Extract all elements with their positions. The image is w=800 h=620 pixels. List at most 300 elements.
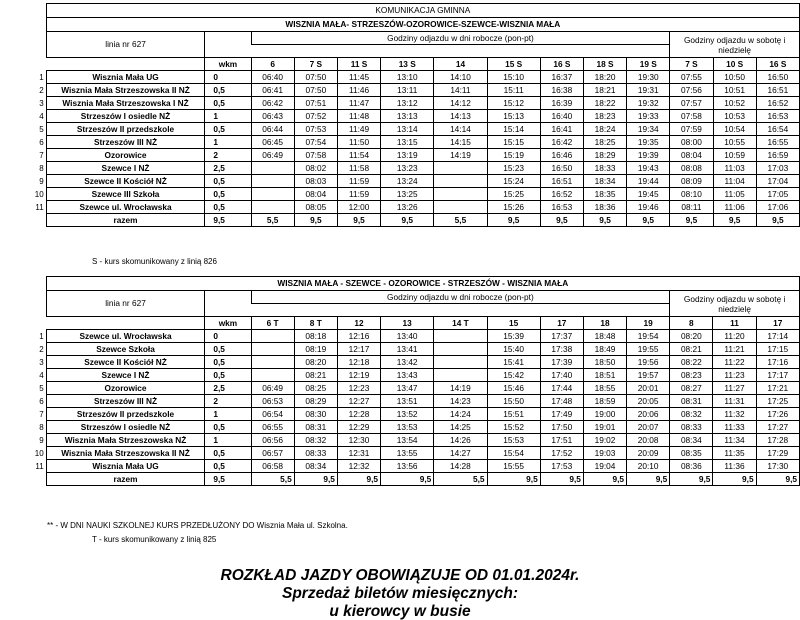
departure-time: 17:40 — [540, 369, 583, 382]
table-row — [0, 356, 800, 369]
departure-time: 07:53 — [294, 123, 337, 136]
departure-time: 17:53 — [540, 460, 583, 473]
note-t: T - kurs skomunikowany z linią 825 — [92, 535, 217, 544]
departure-time: 13:19 — [381, 149, 434, 162]
departure-time: 15:14 — [487, 123, 540, 136]
departure-time — [251, 162, 294, 175]
departure-time: 15:10 — [487, 71, 540, 84]
departure-time — [251, 201, 294, 214]
total-label: razem — [46, 214, 205, 227]
weekend-time: 07:56 — [670, 84, 713, 97]
total-value: 5,5 — [251, 473, 294, 486]
total-weekend-value: 9,5 — [756, 214, 799, 227]
departure-time: 15:53 — [487, 434, 540, 447]
wkm-value: 0,5 — [205, 460, 251, 473]
departure-time: 16:46 — [540, 149, 583, 162]
departure-time: 06:49 — [251, 149, 294, 162]
departure-time: 15:52 — [487, 421, 540, 434]
departure-time: 11:46 — [337, 84, 380, 97]
total-value: 9,5 — [583, 214, 626, 227]
departure-time: 18:48 — [583, 330, 626, 343]
departure-time: 11:49 — [337, 123, 380, 136]
departure-time: 07:50 — [294, 84, 337, 97]
departure-time: 12:28 — [337, 408, 380, 421]
table-row — [0, 369, 800, 382]
weekend-time: 10:51 — [713, 84, 756, 97]
weekend-time: 11:06 — [713, 201, 756, 214]
departure-time: 19:57 — [627, 369, 670, 382]
departure-time: 15:24 — [487, 175, 540, 188]
departure-time: 12:30 — [337, 434, 380, 447]
row-number: 10 — [34, 189, 44, 199]
departure-time: 07:50 — [294, 71, 337, 84]
departure-time: 08:31 — [294, 421, 337, 434]
departure-time: 13:40 — [381, 330, 434, 343]
weekday-col-header: 15 S — [487, 58, 540, 71]
departure-time: 13:52 — [381, 408, 434, 421]
departure-time: 12:32 — [337, 460, 380, 473]
departure-time: 13:25 — [381, 188, 434, 201]
departure-time: 08:33 — [294, 447, 337, 460]
departure-time: 14:11 — [434, 84, 487, 97]
departure-time: 16:41 — [540, 123, 583, 136]
stop-name: Wisznia Mała Strzeszowska II NŻ — [46, 84, 205, 97]
departure-time: 14:26 — [434, 434, 487, 447]
departure-time: 19:45 — [627, 188, 670, 201]
departure-time: 13:43 — [381, 369, 434, 382]
departure-time: 15:39 — [487, 330, 540, 343]
total-label: razem — [46, 473, 205, 486]
weekend-time: 07:59 — [670, 123, 713, 136]
departure-time — [434, 330, 487, 343]
wkm-value: 0,5 — [205, 84, 251, 97]
departure-time: 16:50 — [540, 162, 583, 175]
departure-time: 08:02 — [294, 162, 337, 175]
departure-time: 15:51 — [487, 408, 540, 421]
weekday-col-header: 6 — [251, 58, 294, 71]
departure-time: 13:56 — [381, 460, 434, 473]
total-value: 9,5 — [627, 473, 670, 486]
departure-time: 19:43 — [627, 162, 670, 175]
row-number: 8 — [39, 422, 44, 432]
total-value: 9,5 — [381, 473, 434, 486]
weekday-col-header: 18 S — [583, 58, 626, 71]
weekend-time: 08:33 — [670, 421, 713, 434]
departure-time: 17:39 — [540, 356, 583, 369]
departure-time: 15:42 — [487, 369, 540, 382]
departure-time: 16:42 — [540, 136, 583, 149]
weekend-time: 17:04 — [756, 175, 799, 188]
total-value: 9,5 — [381, 214, 434, 227]
weekday-col-header: 7 S — [294, 58, 337, 71]
wkm-value: 1 — [205, 110, 251, 123]
table-row — [0, 162, 800, 175]
departure-time: 06:57 — [251, 447, 294, 460]
departure-time: 08:03 — [294, 175, 337, 188]
departure-time: 11:45 — [337, 71, 380, 84]
total-value: 9,5 — [294, 473, 337, 486]
departure-time: 18:49 — [583, 343, 626, 356]
stop-name: Ozorowice — [46, 149, 205, 162]
departure-time: 13:13 — [381, 110, 434, 123]
departure-time: 20:07 — [627, 421, 670, 434]
weekend-time: 11:33 — [713, 421, 756, 434]
total-value: 5,5 — [434, 473, 487, 486]
departure-time: 08:29 — [294, 395, 337, 408]
departure-time: 08:04 — [294, 188, 337, 201]
departure-time: 13:41 — [381, 343, 434, 356]
departure-time: 11:59 — [337, 175, 380, 188]
total-wkm: 9,5 — [205, 214, 251, 227]
table-row — [0, 123, 800, 136]
wkm-value: 0,5 — [205, 369, 251, 382]
wkm-value: 0,5 — [205, 97, 251, 110]
departure-time: 18:23 — [583, 110, 626, 123]
weekend-caption: Godziny odjazdu w sobotę i niedzielę — [670, 32, 800, 58]
total-value: 9,5 — [487, 214, 540, 227]
departure-time: 18:50 — [583, 356, 626, 369]
weekend-time: 07:57 — [670, 97, 713, 110]
departure-time: 18:21 — [583, 84, 626, 97]
departure-time: 06:56 — [251, 434, 294, 447]
weekend-col-header: 16 S — [756, 58, 799, 71]
departure-time — [434, 369, 487, 382]
wkm-value: 0,5 — [205, 447, 251, 460]
departure-time: 18:34 — [583, 175, 626, 188]
table-row — [0, 434, 800, 447]
weekend-time: 17:28 — [756, 434, 799, 447]
total-value: 9,5 — [294, 214, 337, 227]
row-number: 3 — [39, 357, 44, 367]
departure-time: 13:24 — [381, 175, 434, 188]
departure-time: 13:23 — [381, 162, 434, 175]
weekend-time: 11:32 — [713, 408, 756, 421]
departure-time: 11:50 — [337, 136, 380, 149]
note-school: ** - W DNI NAUKI SZKOLNEJ KURS PRZEDŁUŻONY DO Wisznia Mała ul. Szkolna. — [47, 521, 348, 530]
wkm-value: 0,5 — [205, 175, 251, 188]
departure-time: 19:56 — [627, 356, 670, 369]
row-number: 7 — [39, 409, 44, 419]
departure-time: 20:08 — [627, 434, 670, 447]
departure-time: 11:58 — [337, 162, 380, 175]
timetable-return — [0, 276, 800, 486]
weekend-time: 08:31 — [670, 395, 713, 408]
table-row — [0, 421, 800, 434]
departure-time: 08:30 — [294, 408, 337, 421]
stop-name: Szewce II Kościół NŻ — [46, 356, 205, 369]
weekend-time: 08:34 — [670, 434, 713, 447]
weekend-time: 17:25 — [756, 395, 799, 408]
weekday-col-header: 17 — [540, 317, 583, 330]
row-number: 2 — [39, 85, 44, 95]
departure-time: 18:35 — [583, 188, 626, 201]
weekend-time: 17:03 — [756, 162, 799, 175]
wkm-value: 2 — [205, 149, 251, 162]
validity-heading: ROZKŁAD JAZDY OBOWIĄZUJE OD 01.01.2024r. — [220, 567, 580, 584]
weekend-time: 17:16 — [756, 356, 799, 369]
total-value: 9,5 — [540, 214, 583, 227]
weekend-time: 11:31 — [713, 395, 756, 408]
departure-time: 06:45 — [251, 136, 294, 149]
departure-time: 20:09 — [627, 447, 670, 460]
departure-time: 19:33 — [627, 110, 670, 123]
row-number: 4 — [39, 370, 44, 380]
stop-name: Wisznia Mała Strzeszowska II NŻ — [46, 447, 205, 460]
row-number: 6 — [39, 396, 44, 406]
departure-time: 12:27 — [337, 395, 380, 408]
weekend-time: 08:32 — [670, 408, 713, 421]
weekend-time: 17:05 — [756, 188, 799, 201]
table-row — [0, 201, 800, 214]
departure-time — [434, 343, 487, 356]
departure-time — [251, 343, 294, 356]
note-s: S - kurs skomunikowany z linią 826 — [92, 257, 217, 266]
stop-name: Szewce Szkoła — [46, 343, 205, 356]
weekend-time: 17:26 — [756, 408, 799, 421]
weekend-time: 08:10 — [670, 188, 713, 201]
weekday-caption: Godziny odjazdu w dni robocze (pon-pt) — [251, 32, 670, 45]
departure-time: 12:29 — [337, 421, 380, 434]
weekday-col-header: 15 — [487, 317, 540, 330]
departure-time: 16:53 — [540, 201, 583, 214]
wkm-value: 1 — [205, 408, 251, 421]
stop-name: Ozorowice — [46, 382, 205, 395]
wkm-value: 0,5 — [205, 201, 251, 214]
table-row — [0, 408, 800, 421]
total-value: 9,5 — [583, 473, 626, 486]
departure-time: 18:22 — [583, 97, 626, 110]
weekend-time: 16:52 — [756, 97, 799, 110]
weekend-col-header: 8 — [670, 317, 713, 330]
departure-time: 19:54 — [627, 330, 670, 343]
table-row — [0, 110, 800, 123]
departure-time: 13:55 — [381, 447, 434, 460]
departure-time: 11:59 — [337, 188, 380, 201]
weekend-time: 16:51 — [756, 84, 799, 97]
departure-time: 18:25 — [583, 136, 626, 149]
departure-time: 16:37 — [540, 71, 583, 84]
total-weekend-value: 9,5 — [713, 473, 756, 486]
departure-time: 20:10 — [627, 460, 670, 473]
total-weekend-value: 9,5 — [670, 473, 713, 486]
weekend-col-header: 10 S — [713, 58, 756, 71]
wkm-value: 1 — [205, 136, 251, 149]
departure-time: 19:46 — [627, 201, 670, 214]
wkm-value: 0,5 — [205, 356, 251, 369]
line-label: linia nr 627 — [46, 291, 205, 317]
departure-time — [251, 175, 294, 188]
weekday-col-header: 18 — [583, 317, 626, 330]
departure-time: 13:12 — [381, 97, 434, 110]
weekend-col-header: 11 — [713, 317, 756, 330]
stop-name: Strzeszów I osiedle NŻ — [46, 421, 205, 434]
departure-time: 16:38 — [540, 84, 583, 97]
departure-time: 08:05 — [294, 201, 337, 214]
weekend-time: 17:06 — [756, 201, 799, 214]
total-value: 9,5 — [627, 214, 670, 227]
weekend-time: 08:22 — [670, 356, 713, 369]
weekend-time: 08:08 — [670, 162, 713, 175]
total-row — [0, 473, 800, 486]
departure-time: 12:16 — [337, 330, 380, 343]
departure-time: 17:38 — [540, 343, 583, 356]
wkm-value: 0,5 — [205, 343, 251, 356]
departure-time: 18:24 — [583, 123, 626, 136]
departure-time: 14:19 — [434, 382, 487, 395]
departure-time: 13:11 — [381, 84, 434, 97]
departure-time: 13:15 — [381, 136, 434, 149]
row-number: 8 — [39, 163, 44, 173]
departure-time — [434, 201, 487, 214]
wkm-value: 0,5 — [205, 421, 251, 434]
weekend-time: 11:04 — [713, 175, 756, 188]
stop-name: Szewce I NŻ — [46, 369, 205, 382]
stop-name: Strzeszów II przedszkole — [46, 408, 205, 421]
stop-name: Szewce ul. Wrocławska — [46, 330, 205, 343]
stop-name: Szewce ul. Wrocławska — [46, 201, 205, 214]
departure-time: 14:19 — [434, 149, 487, 162]
departure-time: 08:20 — [294, 356, 337, 369]
departure-time: 08:21 — [294, 369, 337, 382]
departure-time: 20:05 — [627, 395, 670, 408]
weekend-time: 11:05 — [713, 188, 756, 201]
departure-time: 15:41 — [487, 356, 540, 369]
departure-time: 14:27 — [434, 447, 487, 460]
departure-time: 12:23 — [337, 382, 380, 395]
weekday-col-header: 14 T — [434, 317, 487, 330]
departure-time: 07:52 — [294, 110, 337, 123]
weekend-time: 16:59 — [756, 149, 799, 162]
org-title: KOMUNIKACJA GMINNA — [46, 4, 799, 18]
weekend-caption: Godziny odjazdu w sobotę i niedzielę — [670, 291, 800, 317]
weekend-time: 08:09 — [670, 175, 713, 188]
weekend-time: 17:15 — [756, 343, 799, 356]
weekend-time: 17:17 — [756, 369, 799, 382]
weekday-col-header: 6 T — [251, 317, 294, 330]
departure-time: 07:54 — [294, 136, 337, 149]
stop-name: Strzeszów III NŻ — [46, 136, 205, 149]
weekend-time: 17:29 — [756, 447, 799, 460]
row-number: 11 — [35, 202, 44, 212]
departure-time: 11:48 — [337, 110, 380, 123]
total-value: 5,5 — [251, 214, 294, 227]
weekend-time: 10:54 — [713, 123, 756, 136]
departure-time: 17:51 — [540, 434, 583, 447]
weekend-time: 07:58 — [670, 110, 713, 123]
weekend-time: 11:27 — [713, 382, 756, 395]
departure-time: 06:42 — [251, 97, 294, 110]
departure-time: 20:06 — [627, 408, 670, 421]
weekend-time: 10:53 — [713, 110, 756, 123]
departure-time: 17:44 — [540, 382, 583, 395]
departure-time: 06:53 — [251, 395, 294, 408]
departure-time: 15:15 — [487, 136, 540, 149]
departure-time — [251, 369, 294, 382]
departure-time — [251, 356, 294, 369]
departure-time: 15:54 — [487, 447, 540, 460]
table-row — [0, 343, 800, 356]
weekday-caption: Godziny odjazdu w dni robocze (pon-pt) — [251, 291, 670, 304]
departure-time: 19:00 — [583, 408, 626, 421]
table-row — [0, 97, 800, 110]
row-number: 3 — [39, 98, 44, 108]
weekend-time: 11:22 — [713, 356, 756, 369]
weekday-col-header: 11 S — [337, 58, 380, 71]
departure-time: 14:15 — [434, 136, 487, 149]
departure-time: 14:12 — [434, 97, 487, 110]
departure-time: 12:31 — [337, 447, 380, 460]
weekday-col-header: 13 S — [381, 58, 434, 71]
departure-time: 15:46 — [487, 382, 540, 395]
departure-time: 06:58 — [251, 460, 294, 473]
departure-time — [434, 175, 487, 188]
total-value: 5,5 — [434, 214, 487, 227]
departure-time: 06:55 — [251, 421, 294, 434]
stop-name: Wisznia Mała UG — [46, 71, 205, 84]
departure-time: 16:51 — [540, 175, 583, 188]
ticket-sale-place: u kierowcy w busie — [329, 603, 471, 620]
timetable-outbound — [0, 3, 800, 227]
weekend-time: 11:21 — [713, 343, 756, 356]
weekend-time: 17:30 — [756, 460, 799, 473]
total-wkm: 9,5 — [205, 473, 251, 486]
row-number: 9 — [39, 176, 44, 186]
departure-time: 18:20 — [583, 71, 626, 84]
departure-time: 17:37 — [540, 330, 583, 343]
departure-time: 19:03 — [583, 447, 626, 460]
wkm-header: wkm — [205, 58, 251, 71]
weekday-col-header: 8 T — [294, 317, 337, 330]
departure-time: 15:50 — [487, 395, 540, 408]
departure-time: 17:48 — [540, 395, 583, 408]
weekend-time: 11:20 — [713, 330, 756, 343]
wkm-header: wkm — [205, 317, 251, 330]
departure-time: 17:49 — [540, 408, 583, 421]
departure-time: 13:47 — [381, 382, 434, 395]
departure-time: 18:59 — [583, 395, 626, 408]
departure-time: 18:36 — [583, 201, 626, 214]
departure-time: 20:01 — [627, 382, 670, 395]
departure-time: 19:44 — [627, 175, 670, 188]
departure-time: 14:10 — [434, 71, 487, 84]
departure-time: 15:55 — [487, 460, 540, 473]
weekend-time: 08:27 — [670, 382, 713, 395]
weekend-time: 08:00 — [670, 136, 713, 149]
total-row — [0, 214, 800, 227]
weekend-time: 10:52 — [713, 97, 756, 110]
departure-time: 16:39 — [540, 97, 583, 110]
departure-time: 13:51 — [381, 395, 434, 408]
route-title: WISZNIA MAŁA- STRZESZÓW-OZOROWICE-SZEWCE-WISZNIA MAŁA — [46, 18, 799, 32]
departure-time: 15:13 — [487, 110, 540, 123]
row-number: 6 — [39, 137, 44, 147]
stop-name: Wisznia Mała Strzeszowska I NŻ — [46, 97, 205, 110]
weekend-time: 11:36 — [713, 460, 756, 473]
weekend-time: 17:21 — [756, 382, 799, 395]
departure-time: 15:12 — [487, 97, 540, 110]
wkm-value: 0 — [205, 330, 251, 343]
departure-time: 13:10 — [381, 71, 434, 84]
row-number: 5 — [39, 124, 44, 134]
row-number: 5 — [39, 383, 44, 393]
departure-time: 18:29 — [583, 149, 626, 162]
weekend-time: 11:03 — [713, 162, 756, 175]
departure-time — [434, 356, 487, 369]
departure-time: 13:26 — [381, 201, 434, 214]
departure-time: 12:17 — [337, 343, 380, 356]
departure-time: 19:55 — [627, 343, 670, 356]
departure-time: 15:25 — [487, 188, 540, 201]
